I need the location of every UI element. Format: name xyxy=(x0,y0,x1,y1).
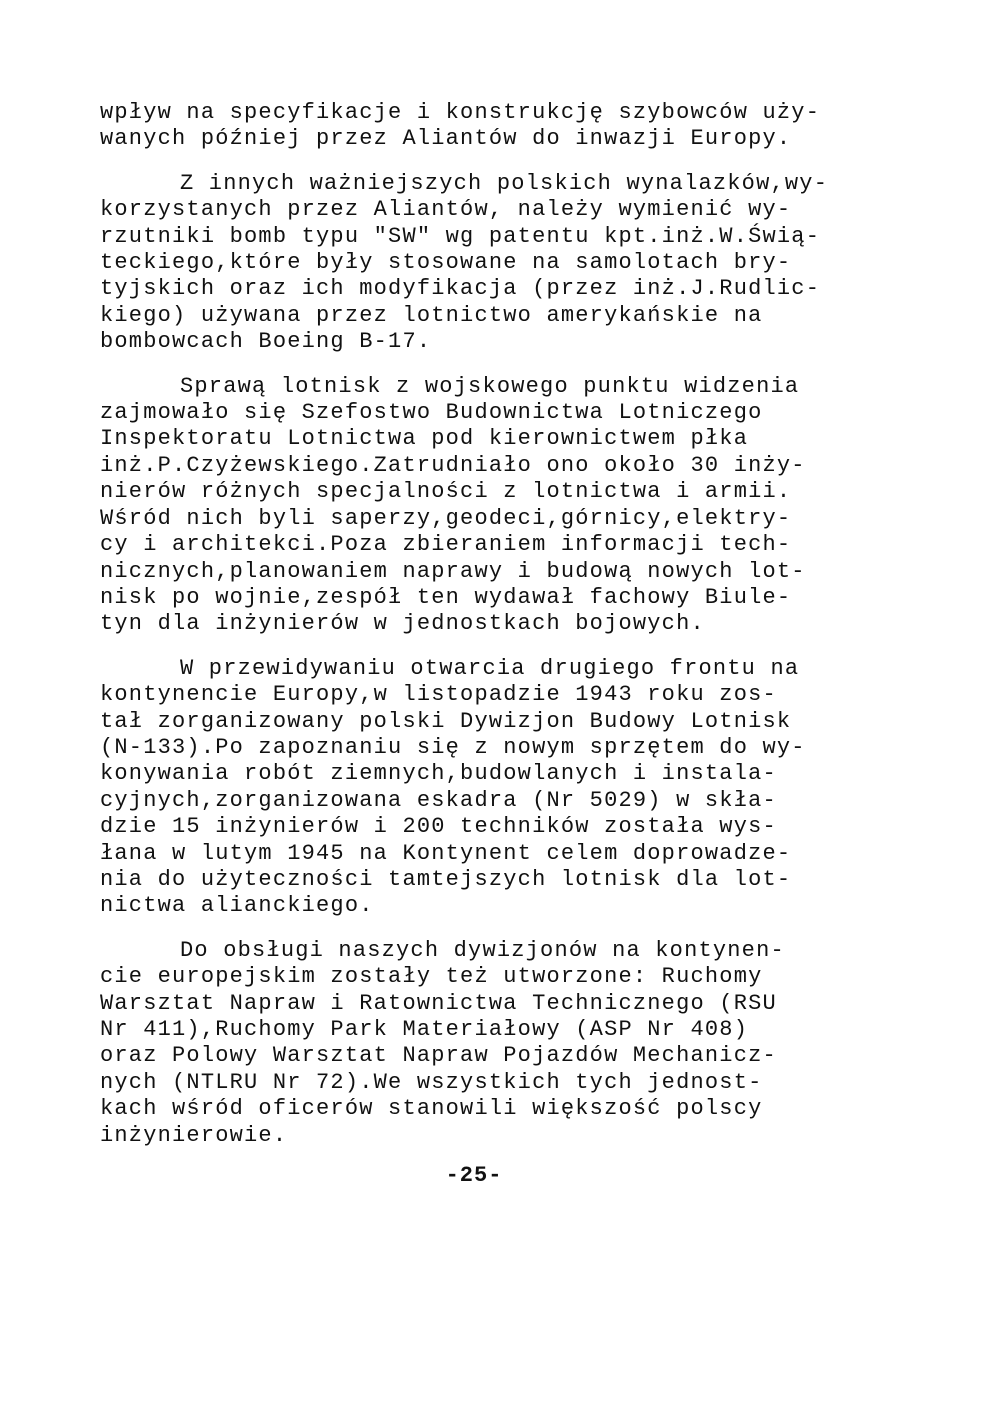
page-number: -25- xyxy=(445,1163,503,1188)
text-line: cyjnych,zorganizowana eskadra (Nr 5029) w skła- xyxy=(100,787,777,813)
text-line: Nr 411),Ruchomy Park Materiałowy (ASP Nr 408) xyxy=(100,1017,749,1042)
text-line: kiego) używana przez lotnictwo amerykańskie na xyxy=(100,302,763,328)
paragraph-1 xyxy=(100,100,920,153)
text-line: tyn dla inżynierów w jednostkach bojowych. xyxy=(100,611,705,637)
text-line: inżynierowie. xyxy=(100,1122,288,1148)
text-line: dzie 15 inżynierów i 200 techników została wys- xyxy=(100,814,777,840)
text-line: tał zorganizowany polski Dywizjon Budowy Lotnisk xyxy=(100,708,792,734)
text-line: nia do użyteczności tamtejszych lotnisk dla lot- xyxy=(100,866,792,892)
text-line: rzutniki bomb typu "SW" wg patentu kpt.inż.W.Świą- xyxy=(100,223,821,249)
text-line: cie europejskim zostały też utworzone: Ruchomy xyxy=(100,964,763,990)
text-line: łana w lutym 1945 na Kontynent celem doprowadze- xyxy=(100,840,792,866)
text-line: wpływ na specyfikacje i konstrukcję szybowców uży- xyxy=(100,100,821,125)
paragraph-5 xyxy=(100,938,920,1149)
text-line: kontynencie Europy,w listopadzie 1943 roku zos- xyxy=(100,682,777,708)
text-line: nych (NTLRU Nr 72).We wszystkich tych jednost- xyxy=(100,1069,763,1095)
text-line: nicznych,planowaniem naprawy i budową nowych lot- xyxy=(100,558,806,584)
text-line: nictwa alianckiego. xyxy=(100,893,374,919)
paragraph-2 xyxy=(100,171,920,356)
text-line: (N-133).Po zapoznaniu się z nowym sprzętem do wy- xyxy=(100,734,806,760)
text-line: Z innych ważniejszych polskich wynalazków,wy- xyxy=(180,170,829,196)
text-line: teckiego,które były stosowane na samolotach bry- xyxy=(100,250,792,276)
text-line: zajmowało się Szefostwo Budownictwa Lotniczego xyxy=(100,400,763,426)
text-line: W przewidywaniu otwarcia drugiego frontu na xyxy=(180,655,800,681)
text-line: bombowcach Boeing B-17. xyxy=(100,329,432,355)
text-line: cy i architekci.Poza zbieraniem informacji tech- xyxy=(100,532,792,558)
paragraph-4 xyxy=(100,656,920,920)
text-line: kach wśród oficerów stanowili większość polscy xyxy=(100,1096,763,1122)
text-line: wanych później przez Aliantów do inwazji Europy. xyxy=(100,126,792,152)
text-line: nierów różnych specjalności z lotnictwa i armii. xyxy=(100,479,792,505)
body-text xyxy=(100,100,920,1167)
text-line: Inspektoratu Lotnictwa pod kierownictwem płka xyxy=(100,426,749,452)
text-line: oraz Polowy Warsztat Napraw Pojazdów Mechanicz- xyxy=(100,1043,777,1069)
text-line: korzystanych przez Aliantów, należy wymienić wy- xyxy=(100,197,792,223)
text-line: nisk po wojnie,zespół ten wydawał fachowy Biule- xyxy=(100,584,792,610)
text-line: Wśród nich byli saperzy,geodeci,górnicy,elektry- xyxy=(100,505,792,531)
text-line: inż.P.Czyżewskiego.Zatrudniało ono około 30 inży- xyxy=(100,452,806,478)
text-line: Warsztat Napraw i Ratownictwa Technicznego (RSU xyxy=(100,990,777,1016)
text-line: tyjskich oraz ich modyfikacja (przez inż.J.Rudlic- xyxy=(100,276,821,302)
text-line: konywania robót ziemnych,budowlanych i instala- xyxy=(100,761,777,787)
text-line: Sprawą lotnisk z wojskowego punktu widzenia xyxy=(180,373,800,399)
text-line: Do obsługi naszych dywizjonów na kontynen- xyxy=(180,937,785,963)
paragraph-3 xyxy=(100,374,920,638)
